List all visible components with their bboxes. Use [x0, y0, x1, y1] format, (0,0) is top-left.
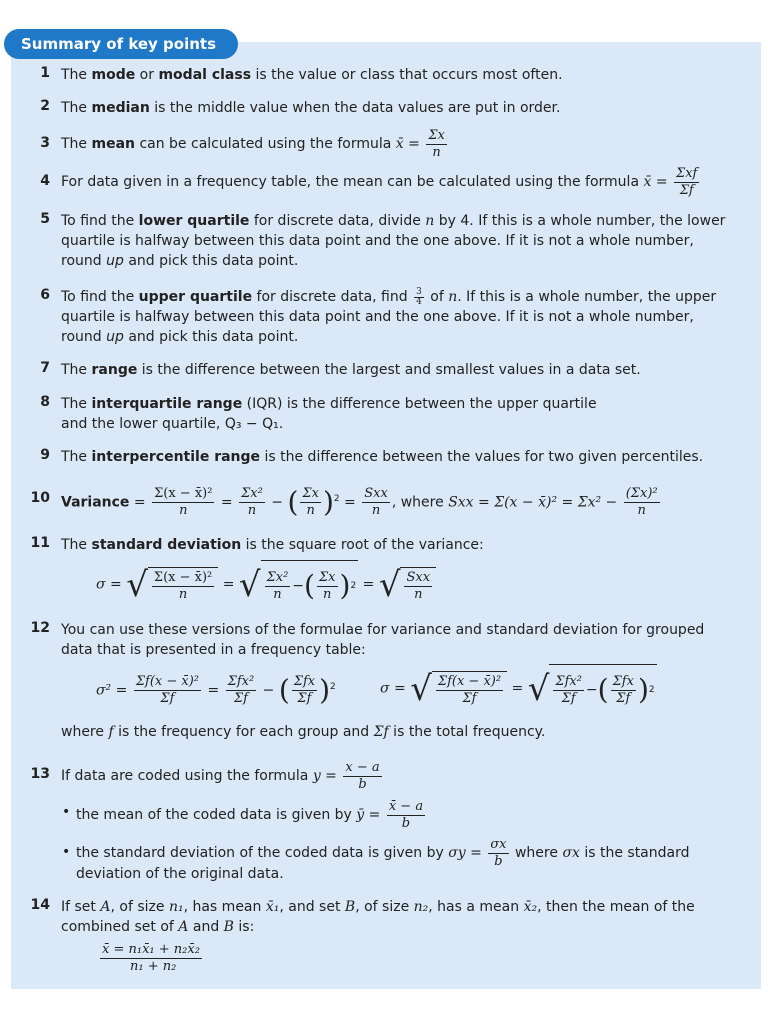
coded-sd: the standard deviation of the coded data is given by σy = $\frac{\sigma x}{b}$ where σx is the standard: [76, 836, 690, 869]
grouped-sd-formula: σ = √ $\frac{\text{Σf(x − x̄)²}}{\Sigma f}$ = √ $\frac{\text{Σfx²}}{\Sigma f}$ − ( $\frac{\text{Σfx}}{\Sigma f}$ ) 2: [380, 664, 657, 713]
point-12-note: where f is the frequency for each group and Σf is the total frequency.: [61, 724, 546, 740]
point-4: For data given in a frequency table, the mean can be calculated using the formula x̄ = $\frac{\text{Σxf}}{\Sigma f}$: [61, 165, 698, 198]
grouped-variance-formula: σ² = $\frac{\text{Σf(x − x̄)²}}{\Sigma f}$ = $\frac{\text{Σfx²}}{\Sigma f}$ − ( $\frac{\text{Σfx}}{\Sigma f}$ )$^2$: [96, 673, 336, 707]
point-number: 12: [30, 620, 50, 636]
coded-sd-cont: deviation of the original data.: [76, 866, 284, 882]
point-number: 9: [40, 447, 50, 463]
point-number: 4: [40, 173, 50, 189]
point-number: 13: [30, 766, 50, 782]
mean-formula: $\frac{\Sigma x}{n}$: [428, 127, 445, 160]
mean-frequency-formula: $\frac{\text{Σxf}}{\Sigma f}$: [676, 165, 698, 198]
point-13: If data are coded using the formula y = $\frac{x - a}{b}$: [61, 759, 380, 792]
point-9: The interpercentile range is the difference between the values for two given percentiles.: [61, 449, 704, 465]
point-number: 11: [30, 535, 50, 551]
coded-mean: the mean of the coded data is given by ȳ = $\frac{x̄ - a}{b}$: [76, 798, 424, 831]
point-7: The range is the difference between the largest and smallest values in a data set.: [61, 362, 641, 378]
point-14: If set A, of size n₁, has mean x̄₁, and set B, of size n₂, has a mean x̄₂, then the mean of the combined set of A and B is:: [61, 899, 695, 935]
point-number: 10: [30, 490, 50, 506]
bullet: •: [62, 804, 71, 820]
section-title: Summary of key points: [4, 29, 238, 59]
point-number: 8: [40, 394, 50, 410]
point-11: The standard deviation is the square root of the variance:: [61, 537, 484, 553]
point-8: The interquartile range (IQR) is the difference between the upper quartile and the lower quartile, Q₃ − Q₁.: [61, 396, 597, 432]
point-number: 14: [30, 897, 50, 913]
point-3: The mean can be calculated using the formula x̄ = $\frac{\Sigma x}{n}$: [61, 127, 445, 160]
point-number: 6: [40, 287, 50, 303]
point-number: 7: [40, 360, 50, 376]
point-number: 5: [40, 211, 50, 227]
point-2: The median is the middle value when the data values are put in order.: [61, 100, 561, 116]
point-number: 3: [40, 135, 50, 151]
point-number: 1: [40, 65, 50, 81]
point-10-variance: Variance = $\frac{\text{Σ(x − x̄)²}}{n}$ = $\frac{\text{Σx²}}{n}$ − ( $\frac{\Sigma x}{n}$ )$^2$ = $\frac{\text{Sxx}}{n}$ , where Sxx = Σ(x − x̄)² = Σx² − $\frac{\text{(Σx)²}}{n}$: [61, 485, 658, 519]
point-5: To find the lower quartile for discrete data, divide n by 4. If this is a whole number, the lower quartile is halfway between this data point and the one above. If it is not a whole number, round up and pick this data point.: [61, 213, 726, 269]
standard-deviation-formula: σ = √ $\frac{\text{Σ(x − x̄)²}}{n}$ = √ $\frac{\text{Σx²}}{n}$ − ( $\frac{\Sigma x}{n}$ ) 2 = √ $\frac{\text{Sxx}}{n}$: [96, 560, 436, 609]
combined-mean-formula: $\frac{\text{x̄ = n₁x̄₁ + n₂x̄₂}}{\text{n₁ + n₂}}$: [102, 942, 200, 974]
bullet: •: [62, 844, 71, 860]
point-1: The mode or modal class is the value or class that occurs most often.: [61, 67, 563, 83]
point-12: You can use these versions of the formulae for variance and standard deviation for grouped data that is presented in a frequency table:: [61, 622, 705, 658]
point-number: 2: [40, 98, 50, 114]
point-6: To find the upper quartile for discrete data, find $\frac{3}{4}$ of n. If this is a whole number, the upper quartile is halfway between this data point and the one above. If it is not a whole number, round up and pick this data point.: [61, 286, 717, 345]
